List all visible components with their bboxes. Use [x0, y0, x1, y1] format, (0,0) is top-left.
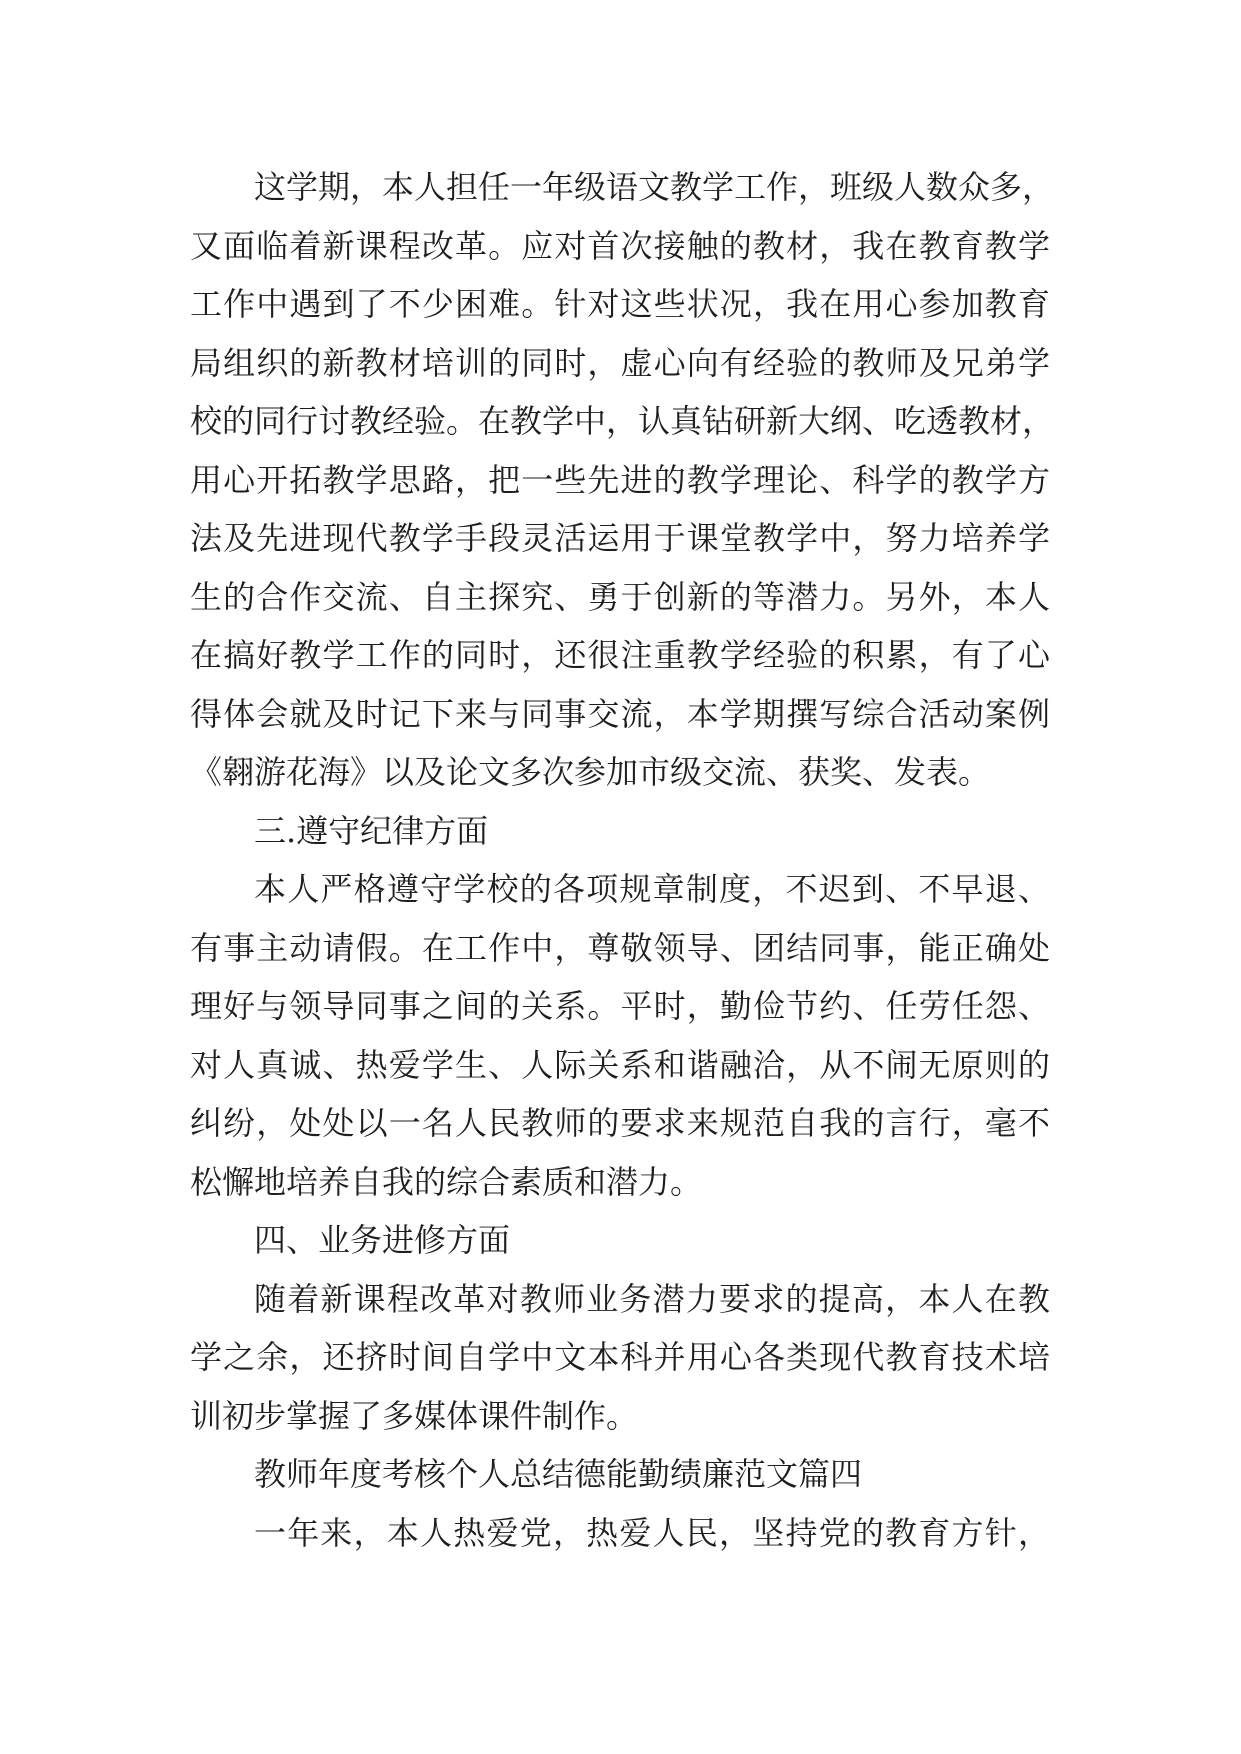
- section-heading: 三.遵守纪律方面: [254, 811, 489, 850]
- paragraph-line: 松懈地培养自我的综合素质和潜力。: [190, 1162, 703, 1201]
- paragraph-line: 又面临着新课程改革。应对首次接触的教材，我在教育教学: [190, 226, 1050, 265]
- paragraph-line: 纠纷，处处以一名人民教师的要求来规范自我的言行，毫不: [190, 1104, 1050, 1142]
- paragraph-line: 有事主动请假。在工作中，尊敬领导、团结同事，能正确处: [190, 928, 1050, 967]
- paragraph-line: 在搞好教学工作的同时，还很注重教学经验的积累，有了心: [190, 636, 1050, 674]
- paragraph-line: 随着新课程改革对教师业务潜力要求的提高，本人在教: [254, 1279, 1050, 1318]
- paragraph-line: 局组织的新教材培训的同时，虚心向有经验的教师及兄弟学: [190, 343, 1050, 382]
- paragraph-line: 这学期，本人担任一年级语文教学工作，班级人数众多，: [254, 168, 1055, 206]
- paragraph-line: 校的同行讨教经验。在教学中，认真钻研新大纲、吃透教材，: [190, 402, 1055, 440]
- paragraph-line: 学之余，还挤时间自学中文本科并用心各类现代教育技术培: [190, 1338, 1050, 1376]
- body-text: [190, 158, 1055, 1562]
- article-title: 教师年度考核个人总结德能勤绩廉范文篇四: [254, 1455, 863, 1493]
- paragraph-line: 理好与领导同事之间的关系。平时，勤俭节约、任劳任怨、: [190, 987, 1050, 1025]
- paragraph-line: 法及先进现代教学手段灵活运用于课堂教学中，努力培养学: [190, 519, 1050, 557]
- paragraph-line: 生的合作交流、自主探究、勇于创新的等潜力。另外，本人: [190, 577, 1050, 616]
- paragraph-line: 训初步掌握了多媒体课件制作。: [190, 1396, 639, 1435]
- paragraph-line: 《翱游花海》以及论文多次参加市级交流、获奖、发表。: [190, 753, 991, 791]
- paragraph-line: 得体会就及时记下来与同事交流，本学期撰写综合活动案例: [190, 694, 1050, 733]
- paragraph-line: 本人严格遵守学校的各项规章制度，不迟到、不早退、: [254, 870, 1050, 908]
- paragraph-line: 工作中遇到了不少困难。针对这些状况，我在用心参加教育: [190, 285, 1050, 323]
- paragraph-line: 一年来，本人热爱党，热爱人民，坚持党的教育方针，: [254, 1513, 1050, 1552]
- section-heading: 四、业务进修方面: [254, 1221, 511, 1259]
- paragraph-line: 用心开拓教学思路，把一些先进的教学理论、科学的教学方: [190, 460, 1050, 499]
- paragraph-line: 对人真诚、热爱学生、人际关系和谐融洽，从不闹无原则的: [190, 1045, 1050, 1084]
